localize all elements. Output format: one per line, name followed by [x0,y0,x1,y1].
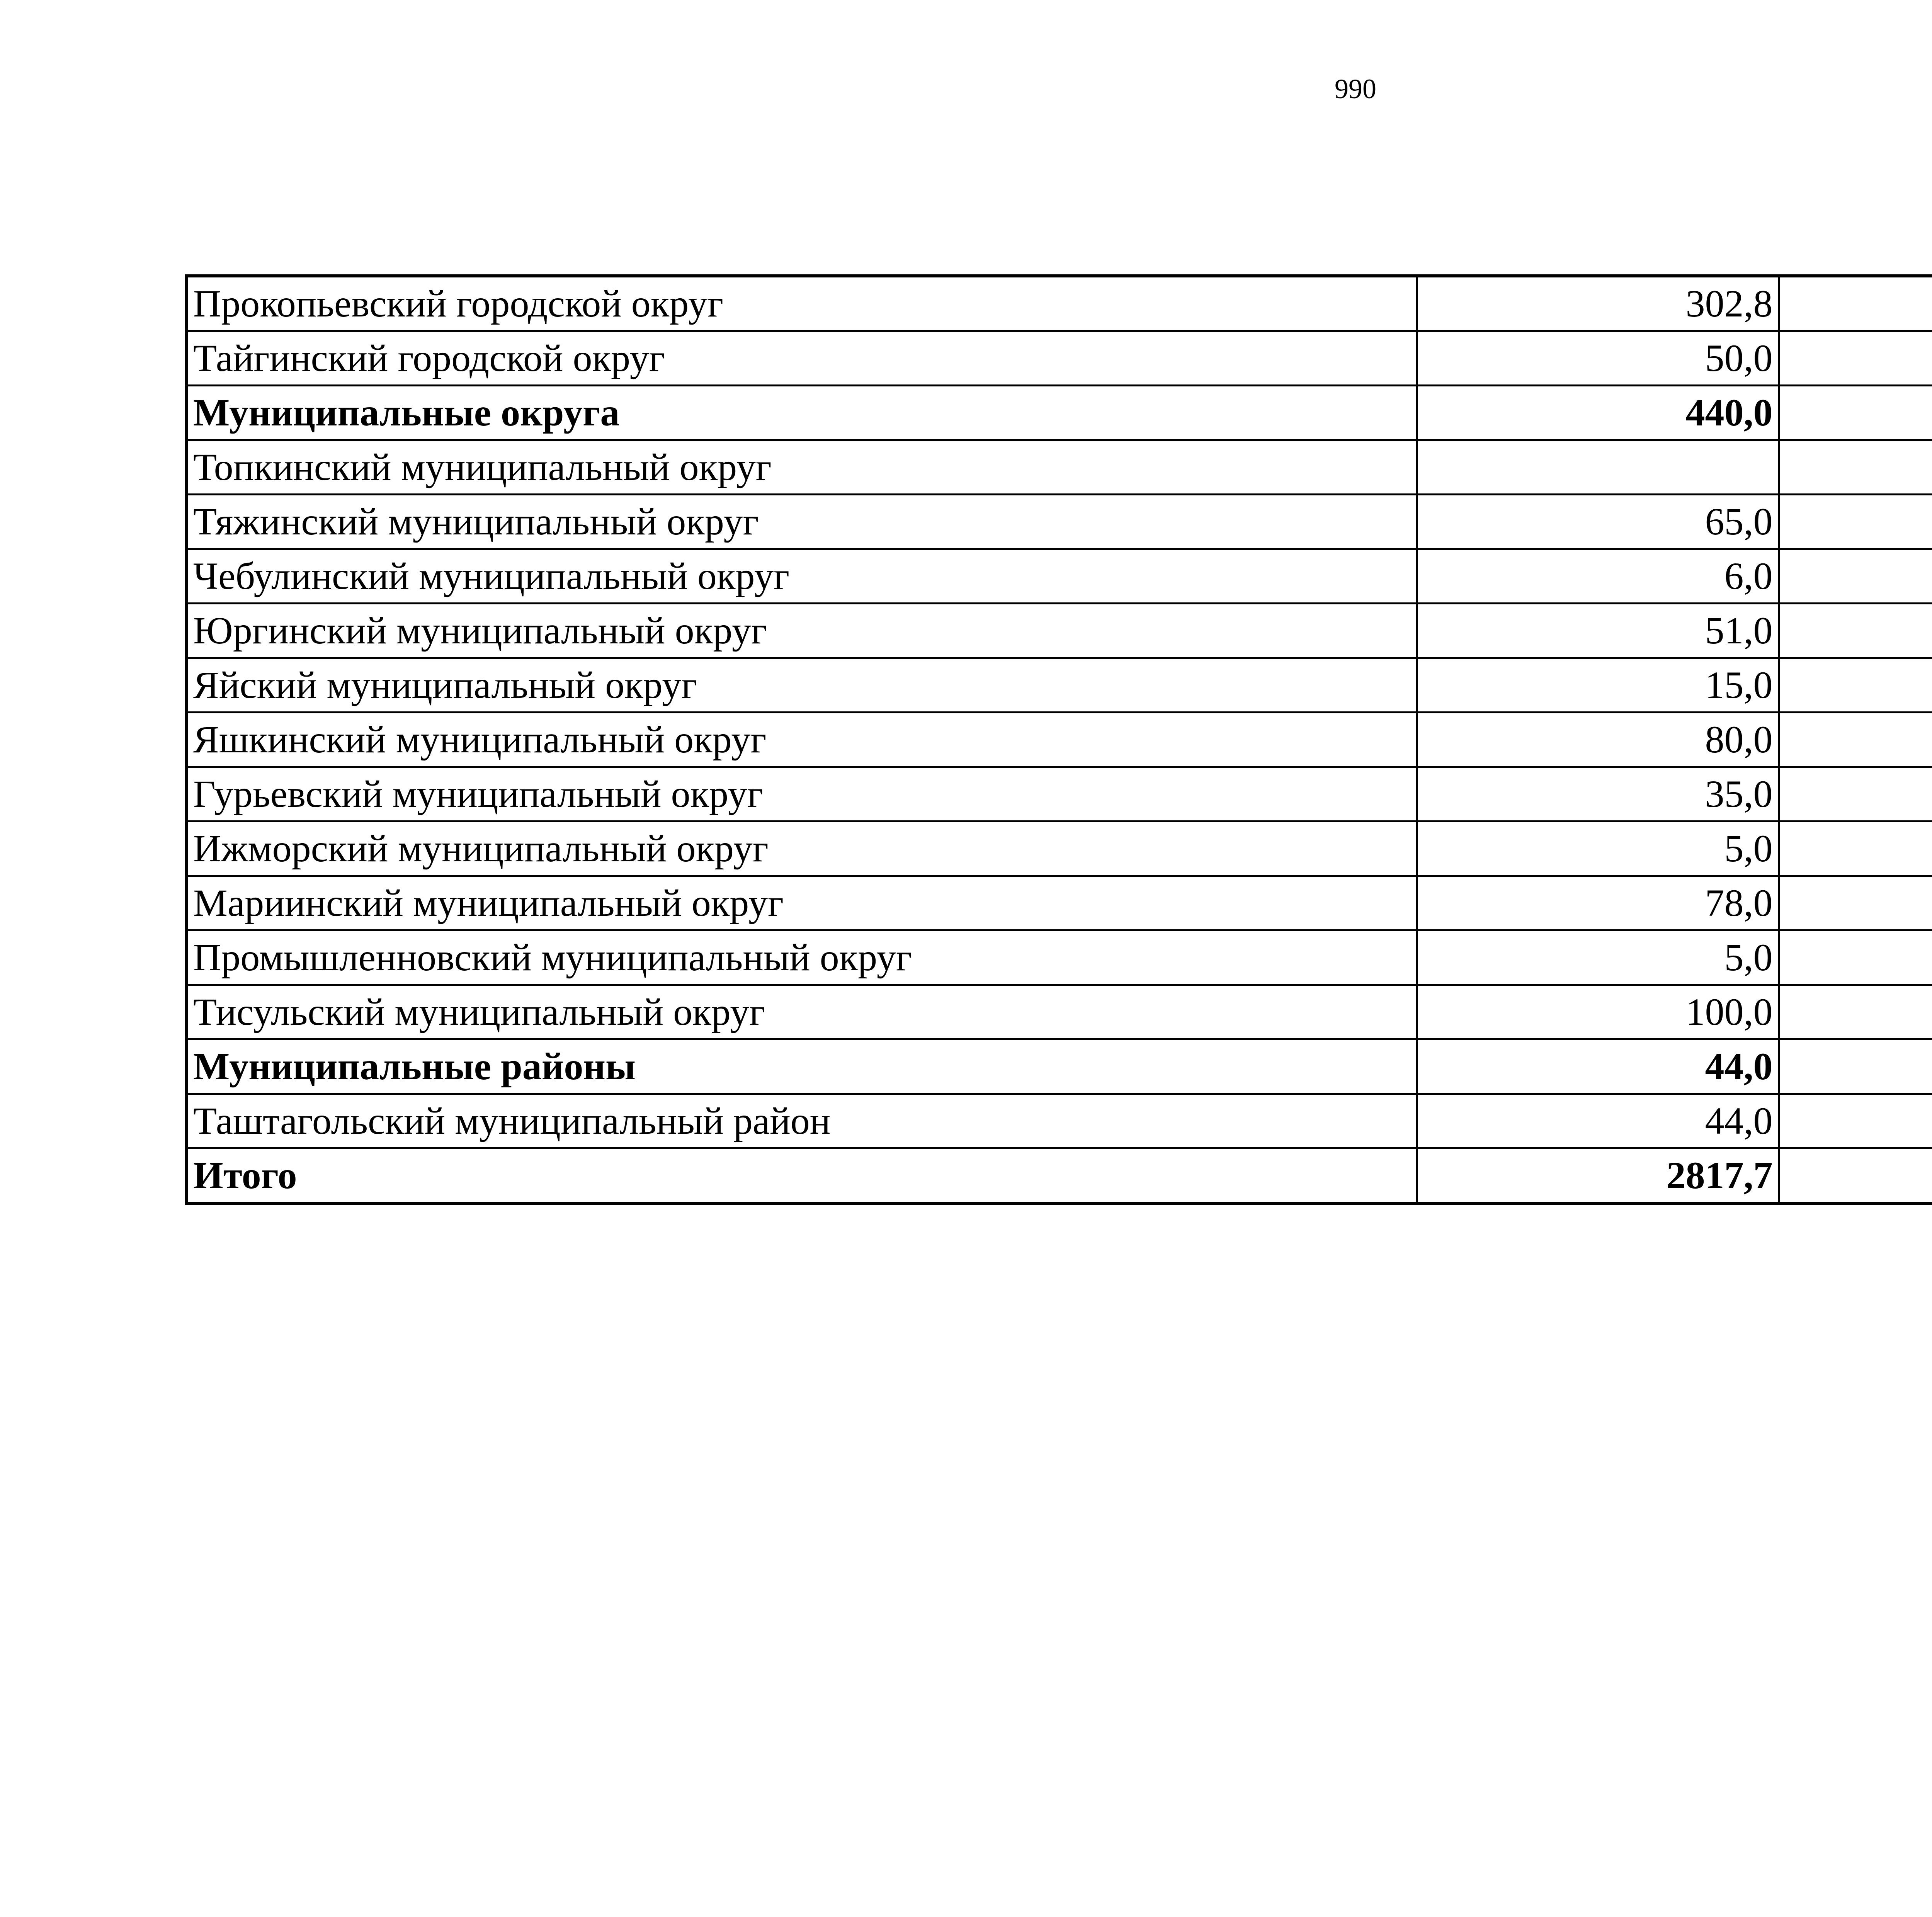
table-row [186,876,1932,930]
table-row [186,276,1932,331]
table-row [186,604,1932,658]
value-col-2-cell [1779,331,1932,386]
value-col-2-cell [1779,1039,1932,1094]
value-col-2-cell [1779,1148,1932,1204]
value-col-2-cell [1779,440,1932,495]
territory-name-cell: Тяжинский муниципальный округ [186,495,1417,549]
value-col-1-cell: 5,0 [1417,822,1779,876]
value-col-2-cell [1779,985,1932,1039]
territory-name-cell: Гурьевский муниципальный округ [186,767,1417,822]
value-col-1-cell: 50,0 [1417,331,1779,386]
table-row-total [186,1148,1932,1204]
value-col-1-cell [1417,440,1779,495]
value-col-2-cell [1779,276,1932,331]
value-col-2-cell [1779,876,1932,930]
value-col-2-cell [1779,658,1932,713]
value-col-1-cell: 6,0 [1417,549,1779,604]
territory-name-cell: Прокопьевский городской округ [186,276,1417,331]
territory-name-cell: Таштагольский муниципальный район [186,1094,1417,1148]
table-row [186,658,1932,713]
territory-name-cell: Топкинский муниципальный округ [186,440,1417,495]
value-col-2-cell [1779,1094,1932,1148]
value-col-2-cell [1779,549,1932,604]
table-row [186,822,1932,876]
budget-table [185,274,1932,1205]
territory-name-cell: Чебулинский муниципальный округ [186,549,1417,604]
territory-name-cell: Итого [186,1148,1417,1204]
territory-name-cell: Мариинский муниципальный округ [186,876,1417,930]
value-col-1-cell: 440,0 [1417,386,1779,440]
value-col-1-cell: 78,0 [1417,876,1779,930]
value-col-2-cell [1779,495,1932,549]
value-col-1-cell: 2817,7 [1417,1148,1779,1204]
territory-name-cell: Яйский муниципальный округ [186,658,1417,713]
value-col-1-cell: 302,8 [1417,276,1779,331]
value-col-2-cell [1779,822,1932,876]
value-col-1-cell: 65,0 [1417,495,1779,549]
value-col-1-cell: 44,0 [1417,1094,1779,1148]
territory-name-cell: Юргинский муниципальный округ [186,604,1417,658]
territory-name-cell: Ижморский муниципальный округ [186,822,1417,876]
value-col-1-cell: 15,0 [1417,658,1779,713]
table-row [186,767,1932,822]
value-col-2-cell [1779,713,1932,767]
value-col-2-cell [1779,930,1932,985]
territory-name-cell: Яшкинский муниципальный округ [186,713,1417,767]
page-number: 990 [1335,73,1376,104]
territory-name-cell: Тайгинский городской округ [186,331,1417,386]
value-col-1-cell: 51,0 [1417,604,1779,658]
table-row-total [186,386,1932,440]
table-row [186,331,1932,386]
value-col-1-cell: 100,0 [1417,985,1779,1039]
table-row [186,1094,1932,1148]
territory-name-cell: Промышленновский муниципальный округ [186,930,1417,985]
table-row [186,713,1932,767]
table-row [186,930,1932,985]
table-row [186,549,1932,604]
table-row [186,985,1932,1039]
value-col-2-cell [1779,386,1932,440]
value-col-2-cell [1779,767,1932,822]
value-col-1-cell: 80,0 [1417,713,1779,767]
territory-name-cell: Тисульский муниципальный округ [186,985,1417,1039]
value-col-1-cell: 5,0 [1417,930,1779,985]
table-row-total [186,1039,1932,1094]
territory-name-cell: Муниципальные округа [186,386,1417,440]
table-row [186,440,1932,495]
value-col-1-cell: 35,0 [1417,767,1779,822]
value-col-1-cell: 44,0 [1417,1039,1779,1094]
territory-name-cell: Муниципальные районы [186,1039,1417,1094]
value-col-2-cell [1779,604,1932,658]
table-row [186,495,1932,549]
table-body [186,276,1932,1203]
